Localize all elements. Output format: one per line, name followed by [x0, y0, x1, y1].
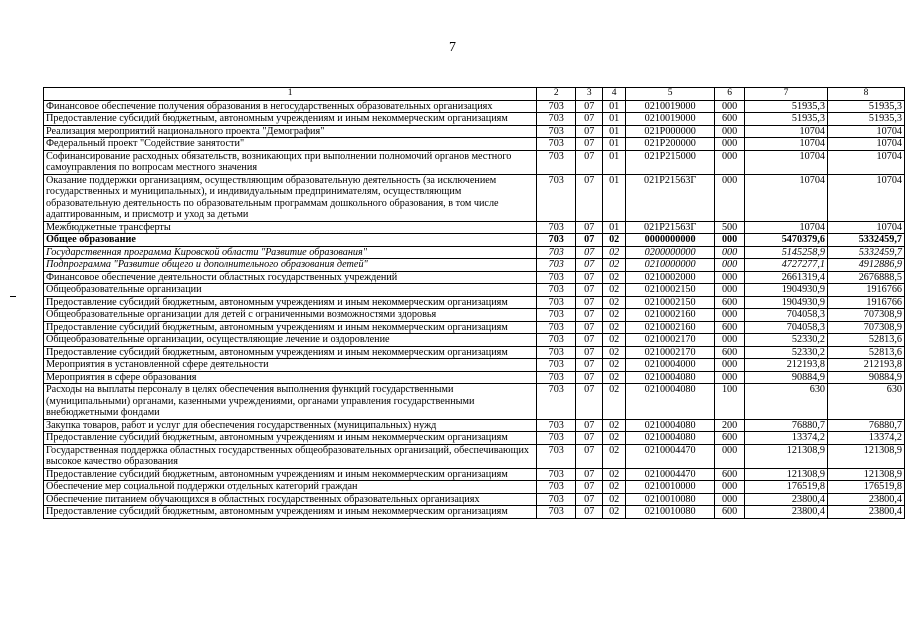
row-name: Финансовое обеспечение деятельности областных государственных учреждений	[44, 271, 537, 284]
row-subsection2-code: 01	[603, 100, 626, 113]
table-row	[44, 384, 905, 420]
row-expense-type: 000	[715, 125, 745, 138]
row-name: Подпрограмма "Развитие общего и дополнительного образования детей"	[44, 259, 537, 272]
row-expense-type: 000	[715, 246, 745, 259]
header-col-1: 1	[44, 88, 537, 101]
row-subsection-code: 07	[576, 221, 603, 234]
row-amount-year2: 90884,9	[828, 371, 905, 384]
row-section-code: 703	[537, 321, 576, 334]
row-name: Общее образование	[44, 234, 537, 247]
row-section-code: 703	[537, 150, 576, 174]
row-section-code: 703	[537, 125, 576, 138]
row-amount-year1: 10704	[745, 174, 828, 221]
row-amount-year1: 51935,3	[745, 100, 828, 113]
row-subsection2-code: 02	[603, 384, 626, 420]
row-subsection-code: 07	[576, 284, 603, 297]
row-subsection-code: 07	[576, 321, 603, 334]
row-target-article: 0210019000	[626, 100, 715, 113]
row-amount-year2: 10704	[828, 221, 905, 234]
row-section-code: 703	[537, 296, 576, 309]
table-row	[44, 234, 905, 247]
row-amount-year2: 1916766	[828, 284, 905, 297]
row-amount-year2: 5332459,7	[828, 246, 905, 259]
row-section-code: 703	[537, 246, 576, 259]
table-row	[44, 246, 905, 259]
row-name: Общеобразовательные организации	[44, 284, 537, 297]
row-subsection-code: 07	[576, 125, 603, 138]
row-target-article: 0210010080	[626, 493, 715, 506]
table-row	[44, 321, 905, 334]
row-expense-type: 000	[715, 138, 745, 151]
row-subsection2-code: 01	[603, 150, 626, 174]
row-target-article: 0210000000	[626, 259, 715, 272]
row-expense-type: 000	[715, 309, 745, 322]
row-name: Закупка товаров, работ и услуг для обеспечения государственных (муниципальных) нужд	[44, 419, 537, 432]
row-target-article: 0210004470	[626, 468, 715, 481]
row-name: Межбюджетные трансферты	[44, 221, 537, 234]
table-row	[44, 481, 905, 494]
row-amount-year2: 212193,8	[828, 359, 905, 372]
row-amount-year1: 10704	[745, 221, 828, 234]
row-amount-year2: 51935,3	[828, 113, 905, 126]
table-row	[44, 468, 905, 481]
row-amount-year1: 13374,2	[745, 432, 828, 445]
header-col-3: 3	[576, 88, 603, 101]
row-name: Общеобразовательные организации для детей с ограниченными возможностями здоровья	[44, 309, 537, 322]
row-subsection-code: 07	[576, 234, 603, 247]
row-subsection2-code: 02	[603, 296, 626, 309]
row-expense-type: 000	[715, 371, 745, 384]
row-subsection-code: 07	[576, 150, 603, 174]
row-subsection2-code: 02	[603, 334, 626, 347]
row-expense-type: 000	[715, 234, 745, 247]
row-name: Предоставление субсидий бюджетным, автономным учреждениям и иным некоммерческим организациям	[44, 432, 537, 445]
row-name: Предоставление субсидий бюджетным, автономным учреждениям и иным некоммерческим организациям	[44, 468, 537, 481]
row-amount-year2: 23800,4	[828, 493, 905, 506]
row-expense-type: 600	[715, 346, 745, 359]
row-expense-type: 000	[715, 271, 745, 284]
header-col-5: 5	[626, 88, 715, 101]
row-name: Софинансирование расходных обязательств, возникающих при выполнении полномочий органов местного самоуправления по вопросам местного значения	[44, 150, 537, 174]
page-number: 7	[449, 40, 456, 55]
row-name: Предоставление субсидий бюджетным, автономным учреждениям и иным некоммерческим организациям	[44, 346, 537, 359]
row-subsection-code: 07	[576, 296, 603, 309]
row-name: Мероприятия в установленной сфере деятельности	[44, 359, 537, 372]
table-row	[44, 432, 905, 445]
table-row	[44, 271, 905, 284]
table-row	[44, 221, 905, 234]
table-row	[44, 296, 905, 309]
row-subsection2-code: 01	[603, 138, 626, 151]
row-amount-year1: 23800,4	[745, 506, 828, 519]
row-section-code: 703	[537, 384, 576, 420]
table-row	[44, 113, 905, 126]
row-section-code: 703	[537, 468, 576, 481]
row-subsection-code: 07	[576, 346, 603, 359]
row-expense-type: 000	[715, 359, 745, 372]
row-section-code: 703	[537, 493, 576, 506]
row-name: Расходы на выплаты персоналу в целях обеспечения выполнения функций государственными (муниципальными) органами, казенными учреждениями, органами управления государственными внебюджетными фондами	[44, 384, 537, 420]
row-amount-year1: 212193,8	[745, 359, 828, 372]
row-target-article: 0210002170	[626, 334, 715, 347]
row-subsection2-code: 02	[603, 359, 626, 372]
row-subsection2-code: 01	[603, 113, 626, 126]
row-amount-year2: 10704	[828, 138, 905, 151]
row-amount-year2: 10704	[828, 125, 905, 138]
margin-mark	[10, 296, 16, 297]
row-amount-year2: 1916766	[828, 296, 905, 309]
header-col-2: 2	[537, 88, 576, 101]
table-row	[44, 346, 905, 359]
row-name: Обеспечение мер социальной поддержки отдельных категорий граждан	[44, 481, 537, 494]
row-subsection-code: 07	[576, 309, 603, 322]
row-amount-year1: 10704	[745, 150, 828, 174]
row-expense-type: 600	[715, 321, 745, 334]
table-row	[44, 359, 905, 372]
row-name: Государственная поддержка областных государственных общеобразовательных организаций, обеспечивающих высокое качество образования	[44, 444, 537, 468]
row-amount-year1: 704058,3	[745, 309, 828, 322]
row-subsection2-code: 02	[603, 346, 626, 359]
row-amount-year1: 76880,7	[745, 419, 828, 432]
row-expense-type: 000	[715, 334, 745, 347]
row-amount-year2: 5332459,7	[828, 234, 905, 247]
row-amount-year1: 630	[745, 384, 828, 420]
row-subsection2-code: 01	[603, 125, 626, 138]
row-section-code: 703	[537, 284, 576, 297]
row-expense-type: 000	[715, 444, 745, 468]
row-target-article: 0210010080	[626, 506, 715, 519]
table-row	[44, 259, 905, 272]
row-target-article: 021P21563Г	[626, 174, 715, 221]
row-subsection2-code: 02	[603, 271, 626, 284]
table-row	[44, 309, 905, 322]
row-subsection-code: 07	[576, 481, 603, 494]
row-amount-year2: 52813,6	[828, 334, 905, 347]
row-expense-type: 600	[715, 296, 745, 309]
row-target-article: 0210004080	[626, 419, 715, 432]
row-name: Оказание поддержки организациям, осуществляющим образовательную деятельность (за исключением государственных и муниципальных), и индивидуальным предпринимателям, осуществляющим образовательную деятельность по образовательным программам дошкольного образования, в том числе адаптированным, и присмотр и уход за детьми	[44, 174, 537, 221]
row-name: Финансовое обеспечение получения образования в негосударственных образовательных организациях	[44, 100, 537, 113]
row-expense-type: 600	[715, 113, 745, 126]
row-expense-type: 000	[715, 481, 745, 494]
row-amount-year1: 4727277,1	[745, 259, 828, 272]
table-row	[44, 150, 905, 174]
table-row	[44, 284, 905, 297]
row-name: Общеобразовательные организации, осуществляющие лечение и оздоровление	[44, 334, 537, 347]
row-subsection2-code: 02	[603, 246, 626, 259]
row-amount-year1: 2661319,4	[745, 271, 828, 284]
table-row	[44, 493, 905, 506]
row-expense-type: 600	[715, 432, 745, 445]
row-section-code: 703	[537, 271, 576, 284]
row-amount-year1: 23800,4	[745, 493, 828, 506]
row-subsection2-code: 02	[603, 432, 626, 445]
row-target-article: 021P21563Г	[626, 221, 715, 234]
row-expense-type: 000	[715, 259, 745, 272]
row-section-code: 703	[537, 419, 576, 432]
row-target-article: 0210002160	[626, 321, 715, 334]
row-subsection-code: 07	[576, 174, 603, 221]
row-subsection-code: 07	[576, 246, 603, 259]
row-target-article: 0210004080	[626, 371, 715, 384]
row-section-code: 703	[537, 309, 576, 322]
row-target-article: 0210004470	[626, 444, 715, 468]
row-target-article: 0210002000	[626, 271, 715, 284]
row-subsection-code: 07	[576, 259, 603, 272]
row-target-article: 0210002150	[626, 296, 715, 309]
row-target-article: 0210010000	[626, 481, 715, 494]
row-amount-year1: 90884,9	[745, 371, 828, 384]
row-subsection2-code: 02	[603, 371, 626, 384]
row-subsection2-code: 02	[603, 444, 626, 468]
row-subsection2-code: 02	[603, 468, 626, 481]
row-target-article: 0200000000	[626, 246, 715, 259]
row-amount-year1: 10704	[745, 138, 828, 151]
row-amount-year1: 1904930,9	[745, 296, 828, 309]
row-amount-year1: 121308,9	[745, 468, 828, 481]
row-section-code: 703	[537, 444, 576, 468]
row-amount-year2: 4912886,9	[828, 259, 905, 272]
row-amount-year1: 10704	[745, 125, 828, 138]
row-subsection2-code: 02	[603, 321, 626, 334]
row-subsection2-code: 02	[603, 481, 626, 494]
row-target-article: 0210004000	[626, 359, 715, 372]
row-subsection2-code: 02	[603, 259, 626, 272]
row-amount-year1: 704058,3	[745, 321, 828, 334]
row-target-article: 0210002160	[626, 309, 715, 322]
row-expense-type: 200	[715, 419, 745, 432]
row-subsection-code: 07	[576, 138, 603, 151]
row-amount-year2: 51935,3	[828, 100, 905, 113]
row-section-code: 703	[537, 506, 576, 519]
row-section-code: 703	[537, 346, 576, 359]
row-amount-year2: 10704	[828, 150, 905, 174]
row-target-article: 0000000000	[626, 234, 715, 247]
row-subsection-code: 07	[576, 359, 603, 372]
row-name: Предоставление субсидий бюджетным, автономным учреждениям и иным некоммерческим организациям	[44, 296, 537, 309]
table-row	[44, 125, 905, 138]
row-subsection2-code: 02	[603, 234, 626, 247]
row-subsection-code: 07	[576, 384, 603, 420]
row-subsection2-code: 01	[603, 221, 626, 234]
row-section-code: 703	[537, 259, 576, 272]
row-section-code: 703	[537, 481, 576, 494]
row-amount-year2: 23800,4	[828, 506, 905, 519]
row-target-article: 021P215000	[626, 150, 715, 174]
table-row	[44, 174, 905, 221]
row-section-code: 703	[537, 359, 576, 372]
row-expense-type: 000	[715, 174, 745, 221]
row-subsection2-code: 02	[603, 284, 626, 297]
row-amount-year1: 1904930,9	[745, 284, 828, 297]
row-target-article: 0210002170	[626, 346, 715, 359]
row-section-code: 703	[537, 371, 576, 384]
table-row	[44, 100, 905, 113]
row-subsection-code: 07	[576, 419, 603, 432]
table-body	[44, 88, 905, 519]
row-expense-type: 000	[715, 284, 745, 297]
row-amount-year1: 52330,2	[745, 346, 828, 359]
row-amount-year2: 13374,2	[828, 432, 905, 445]
row-amount-year2: 707308,9	[828, 321, 905, 334]
row-target-article: 0210004080	[626, 432, 715, 445]
row-subsection2-code: 02	[603, 309, 626, 322]
row-expense-type: 600	[715, 506, 745, 519]
row-amount-year2: 630	[828, 384, 905, 420]
row-target-article: 0210004080	[626, 384, 715, 420]
row-amount-year1: 52330,2	[745, 334, 828, 347]
row-subsection2-code: 02	[603, 419, 626, 432]
row-amount-year2: 52813,6	[828, 346, 905, 359]
row-section-code: 703	[537, 334, 576, 347]
row-name: Государственная программа Кировской области "Развитие образования"	[44, 246, 537, 259]
row-amount-year2: 2676888,5	[828, 271, 905, 284]
table-header-row	[44, 88, 905, 101]
row-section-code: 703	[537, 432, 576, 445]
row-subsection2-code: 02	[603, 506, 626, 519]
row-subsection-code: 07	[576, 444, 603, 468]
row-target-article: 021P000000	[626, 125, 715, 138]
row-subsection-code: 07	[576, 468, 603, 481]
row-amount-year2: 176519,8	[828, 481, 905, 494]
row-expense-type: 500	[715, 221, 745, 234]
row-amount-year1: 51935,3	[745, 113, 828, 126]
row-name: Обеспечение питанием обучающихся в областных государственных образовательных организациях	[44, 493, 537, 506]
table-row	[44, 138, 905, 151]
row-expense-type: 000	[715, 150, 745, 174]
table-row	[44, 371, 905, 384]
row-section-code: 703	[537, 221, 576, 234]
row-expense-type: 600	[715, 468, 745, 481]
table-row	[44, 419, 905, 432]
row-amount-year1: 121308,9	[745, 444, 828, 468]
row-section-code: 703	[537, 234, 576, 247]
table-row	[44, 506, 905, 519]
row-amount-year1: 5470379,6	[745, 234, 828, 247]
header-col-8: 8	[828, 88, 905, 101]
row-section-code: 703	[537, 100, 576, 113]
row-expense-type: 000	[715, 100, 745, 113]
row-name: Федеральный проект "Содействие занятости"	[44, 138, 537, 151]
row-amount-year1: 5145258,9	[745, 246, 828, 259]
row-amount-year2: 707308,9	[828, 309, 905, 322]
table-row	[44, 444, 905, 468]
row-subsection-code: 07	[576, 271, 603, 284]
row-section-code: 703	[537, 174, 576, 221]
row-subsection-code: 07	[576, 493, 603, 506]
row-subsection-code: 07	[576, 371, 603, 384]
row-target-article: 021P200000	[626, 138, 715, 151]
row-name: Предоставление субсидий бюджетным, автономным учреждениям и иным некоммерческим организациям	[44, 321, 537, 334]
header-col-4: 4	[603, 88, 626, 101]
row-subsection-code: 07	[576, 100, 603, 113]
row-expense-type: 100	[715, 384, 745, 420]
row-name: Предоставление субсидий бюджетным, автономным учреждениям и иным некоммерческим организациям	[44, 506, 537, 519]
row-subsection-code: 07	[576, 113, 603, 126]
row-amount-year2: 121308,9	[828, 468, 905, 481]
row-amount-year2: 10704	[828, 174, 905, 221]
row-target-article: 0210002150	[626, 284, 715, 297]
row-amount-year1: 176519,8	[745, 481, 828, 494]
row-name: Реализация мероприятий национального проекта "Демография"	[44, 125, 537, 138]
table-row	[44, 334, 905, 347]
row-subsection2-code: 02	[603, 493, 626, 506]
row-section-code: 703	[537, 113, 576, 126]
row-subsection-code: 07	[576, 506, 603, 519]
row-amount-year2: 76880,7	[828, 419, 905, 432]
row-subsection2-code: 01	[603, 174, 626, 221]
row-name: Мероприятия в сфере образования	[44, 371, 537, 384]
row-subsection-code: 07	[576, 432, 603, 445]
row-target-article: 0210019000	[626, 113, 715, 126]
row-section-code: 703	[537, 138, 576, 151]
budget-table	[43, 87, 905, 519]
row-expense-type: 000	[715, 493, 745, 506]
header-col-7: 7	[745, 88, 828, 101]
header-col-6: 6	[715, 88, 745, 101]
row-name: Предоставление субсидий бюджетным, автономным учреждениям и иным некоммерческим организациям	[44, 113, 537, 126]
row-amount-year2: 121308,9	[828, 444, 905, 468]
row-subsection-code: 07	[576, 334, 603, 347]
